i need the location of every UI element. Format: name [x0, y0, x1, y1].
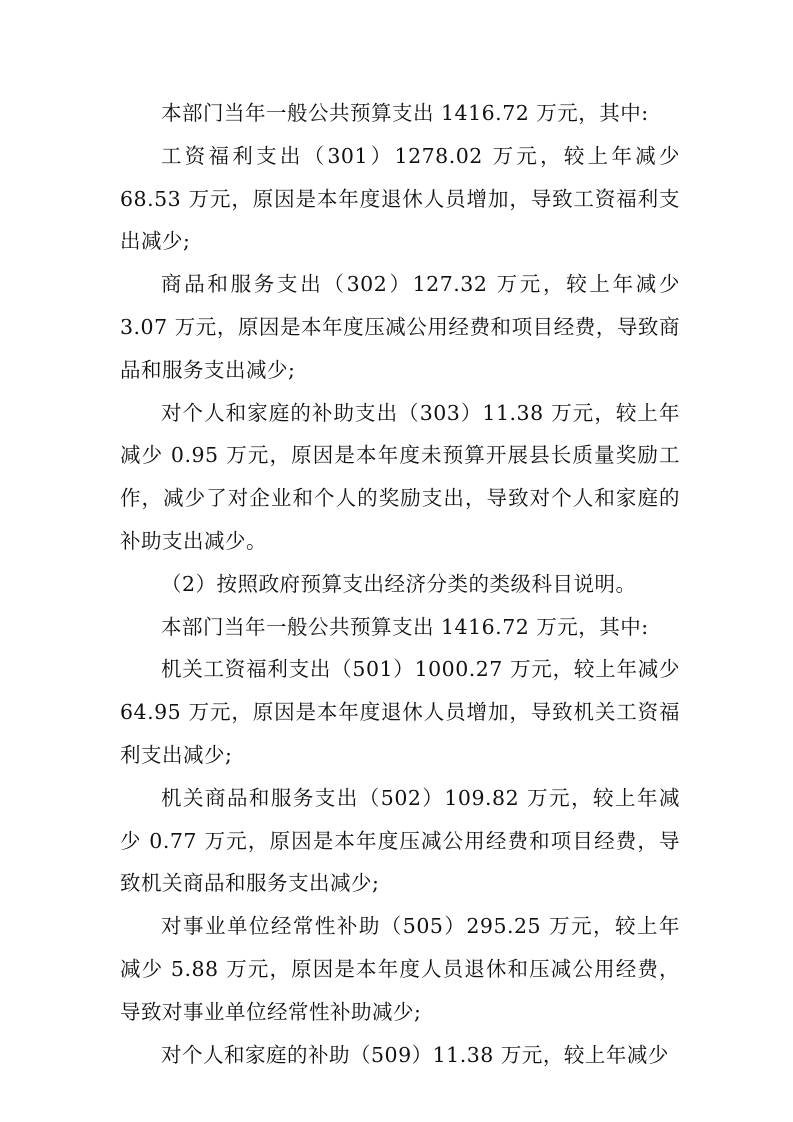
paragraph-household-subsidy-509: 对个人和家庭的补助（509）11.38 万元，较上年减少 — [161, 1042, 669, 1067]
section-heading-economic-classification: （2）按照政府预算支出经济分类的类级科目说明。 — [161, 571, 637, 596]
paragraph-institution-subsidy-505: 对事业单位经常性补助（505）295.25 万元，较上年减少 5.88 万元，原因是本年度人员退休和压减公用经费，导致对事业单位经常性补助减少; — [120, 914, 680, 1024]
paragraph-agency-salary-501: 机关工资福利支出（501）1000.27 万元，较上年减少 64.95 万元，原因是本年度退休人员增加，导致机关工资福利支出减少; — [120, 657, 680, 767]
paragraph-salary-301: 工资福利支出（301）1278.02 万元，较上年减少 68.53 万元，原因是本年度退休人员增加，导致工资福利支出减少; — [120, 143, 680, 254]
body-text — [120, 92, 680, 1076]
paragraph-total-budget-2: 本部门当年一般公共预算支出 1416.72 万元，其中: — [161, 614, 649, 639]
paragraph-agency-goods-502: 机关商品和服务支出（502）109.82 万元，较上年减少 0.77 万元，原因是本年度压减公用经费和项目经费，导致机关商品和服务支出减少; — [120, 785, 680, 896]
paragraph-goods-services-302: 商品和服务支出（302）127.32 万元，较上年减少 3.07 万元，原因是本年度压减公用经费和项目经费，导致商品和服务支出减少; — [120, 272, 680, 382]
paragraph-total-budget-1: 本部门当年一般公共预算支出 1416.72 万元，其中: — [161, 101, 649, 125]
paragraph-household-subsidy-303: 对个人和家庭的补助支出（303）11.38 万元，较上年减少 0.95 万元，原因是本年度未预算开展县长质量奖励工作，减少了对企业和个人的奖励支出，导致对个人和家庭的补助支出减少。 — [120, 400, 680, 553]
